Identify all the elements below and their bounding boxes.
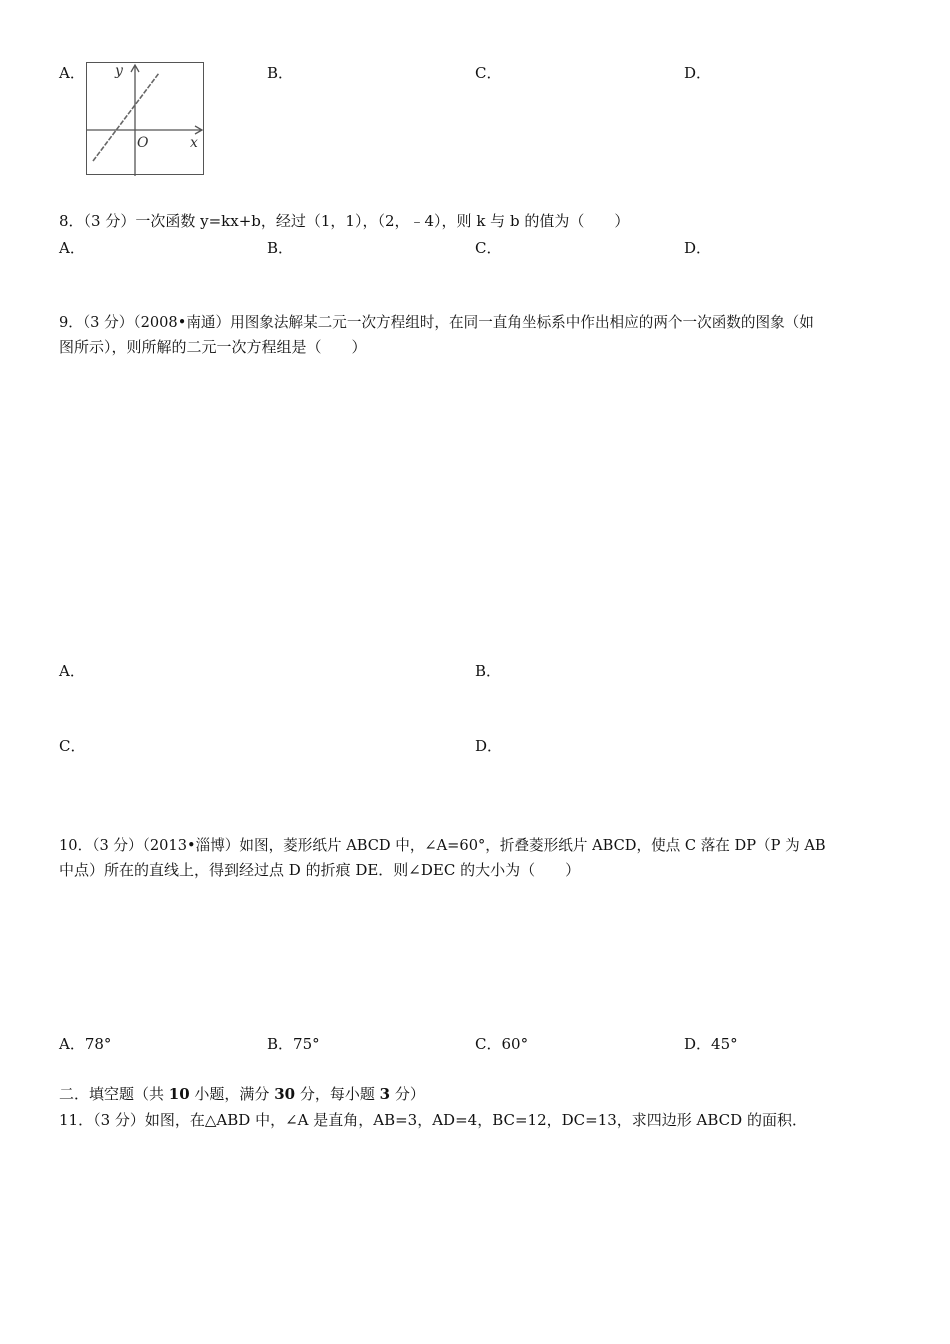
q10-stem-line-2: 中点）所在的直线上，得到经过点 D 的折痕 DE．则∠DEC 的大小为（ ） <box>59 861 581 879</box>
q7-option-c: C． <box>475 64 502 82</box>
q8-option-d: D． <box>684 239 712 257</box>
q11-stem: 11．（3 分）如图，在△ABD 中，∠A 是直角，AB=3，AD=4，BC=12，DC=13，求四边形 ABCD 的面积． <box>59 1111 807 1129</box>
y-axis-label: y <box>115 63 123 79</box>
q8-stem: 8．（3 分）一次函数 y=kx+b，经过（1，1），（2，﹣4），则 k 与 b 的值为（ ） <box>59 212 630 230</box>
q9-option-a: A． <box>59 662 85 680</box>
q10-option-d: D．45° <box>684 1035 738 1053</box>
section-2-heading: 二．填空题（共 10 小题，满分 30 分，每小题 3 分） <box>59 1085 425 1103</box>
q8-option-b: B． <box>267 239 294 257</box>
q10-option-a: A．78° <box>59 1035 112 1053</box>
q7-option-a-graph <box>86 62 204 175</box>
linear-function-graph <box>87 63 205 176</box>
q9-option-d: D． <box>475 737 503 755</box>
q10-stem-line-1: 10．（3 分）（2013•淄博）如图，菱形纸片 ABCD 中，∠A=60°，折叠菱形纸片 ABCD，使点 C 落在 DP（P 为 AB <box>59 837 826 854</box>
x-axis-label: x <box>190 135 198 151</box>
q8-option-c: C． <box>475 239 502 257</box>
q7-option-a: A． <box>59 64 85 82</box>
q9-option-c: C． <box>59 737 86 755</box>
q7-option-d: D． <box>684 64 712 82</box>
q10-option-b: B．75° <box>267 1035 320 1053</box>
q8-option-a: A． <box>59 239 85 257</box>
q10-option-c: C．60° <box>475 1035 529 1053</box>
q9-stem-line-1: 9．（3 分）（2008•南通）用图象法解某二元一次方程组时，在同一直角坐标系中作出相应的两个一次函数的图象（如 <box>59 314 814 331</box>
origin-label: O <box>137 135 149 151</box>
q9-option-b: B． <box>475 662 502 680</box>
function-line <box>93 73 159 161</box>
q9-stem-line-2: 图所示），则所解的二元一次方程组是（ ） <box>59 338 367 356</box>
q7-option-b: B． <box>267 64 294 82</box>
